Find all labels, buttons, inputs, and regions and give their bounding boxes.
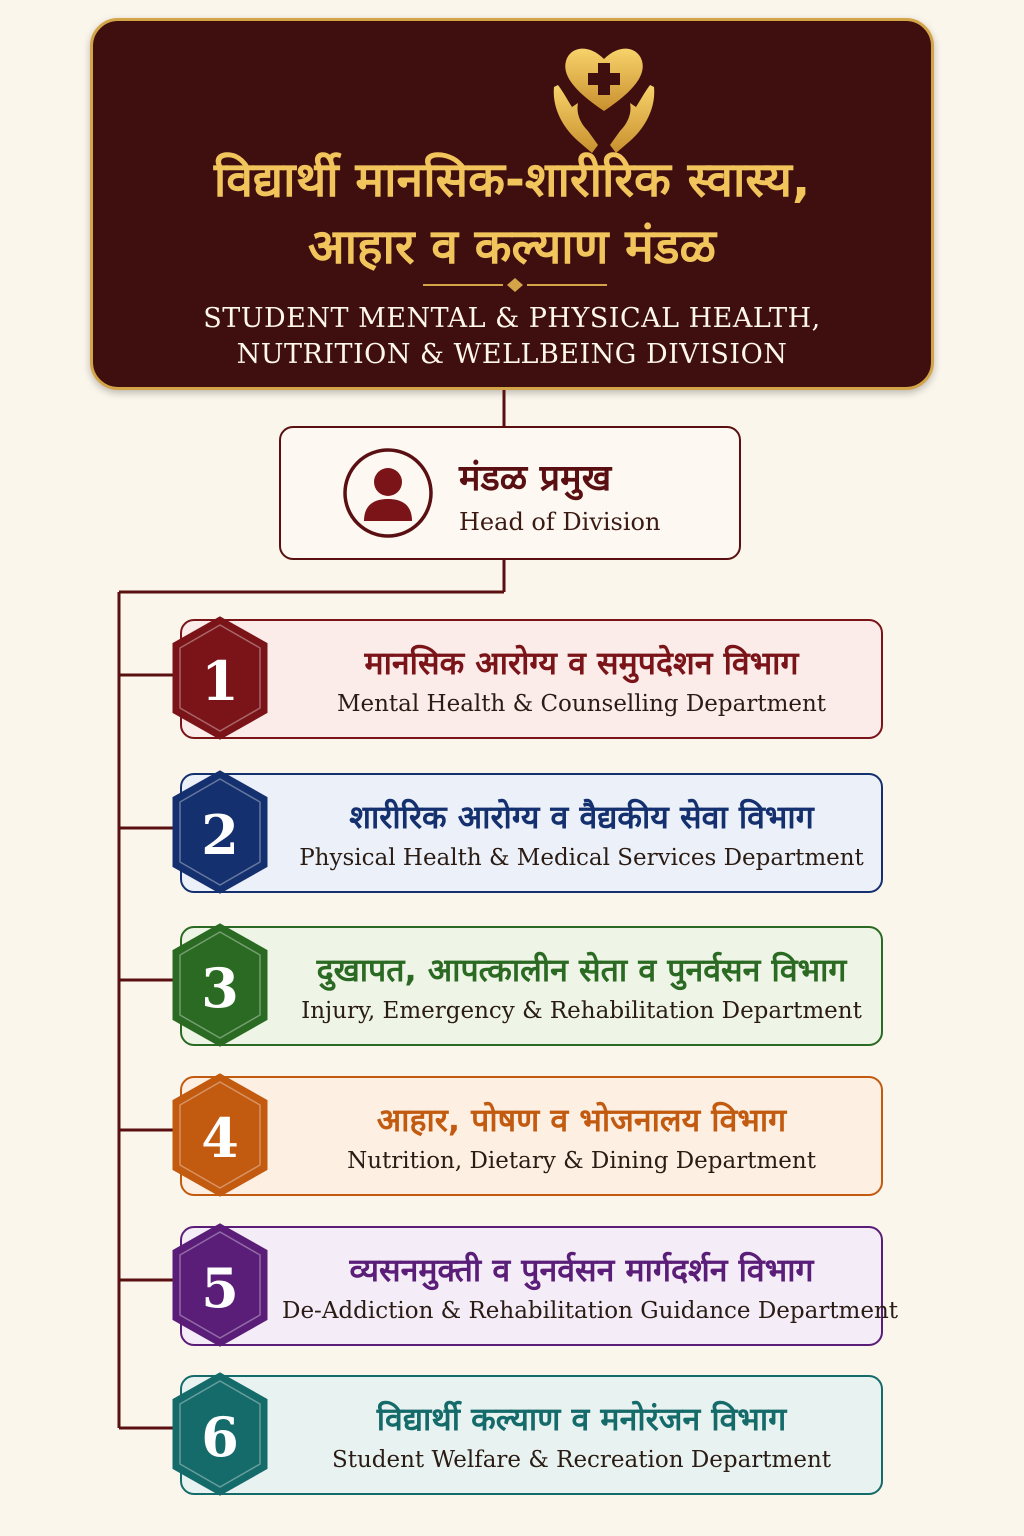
department-title-english: Physical Health & Medical Services Department [299, 845, 864, 871]
department-number: 5 [201, 1256, 239, 1320]
head-title-english: Head of Division [459, 508, 661, 536]
head-of-division-card [279, 426, 741, 560]
department-number: 3 [201, 956, 239, 1020]
department-number-badge [170, 616, 270, 740]
department-number-badge [170, 923, 270, 1047]
division-header [90, 18, 934, 390]
ornament-divider [423, 278, 607, 292]
department-card-2 [180, 773, 883, 893]
department-number: 4 [201, 1106, 239, 1170]
title-marathi-line1: विद्यार्थी मानसिक-शारीरिक स्वास्य, [213, 152, 811, 208]
department-title-marathi: आहार, पोषण व भोजनालय विभाग [376, 1101, 787, 1139]
subtitle-english-line1: STUDENT MENTAL & PHYSICAL HEALTH, [203, 303, 821, 334]
department-number: 1 [201, 649, 239, 713]
department-title-english: Nutrition, Dietary & Dining Department [347, 1148, 816, 1174]
department-title-marathi: व्यसनमुक्ती व पुनर्वसन मार्गदर्शन विभाग [349, 1251, 814, 1289]
subtitle-english-line2: NUTRITION & WELLBEING DIVISION [236, 339, 788, 370]
department-title-marathi: दुखापत, आपत्कालीन सेता व पुनर्वसन विभाग [316, 951, 847, 989]
department-card-1 [180, 619, 883, 739]
department-number-badge [170, 1073, 270, 1197]
department-number-badge [170, 770, 270, 894]
department-card-5 [180, 1226, 899, 1346]
department-number-badge [170, 1372, 270, 1496]
department-title-english: Injury, Emergency & Rehabilitation Department [301, 998, 862, 1024]
title-marathi-line2: आहार व कल्याण मंडळ [307, 219, 717, 275]
department-title-marathi: मानसिक आरोग्य व समुपदेशन विभाग [364, 644, 799, 682]
department-number: 2 [201, 803, 239, 867]
department-card-6 [180, 1375, 883, 1495]
department-title-english: Student Welfare & Recreation Department [331, 1447, 832, 1473]
department-card-3 [180, 926, 883, 1046]
department-number-badge [170, 1223, 270, 1347]
department-title-marathi: विद्यार्थी कल्याण व मनोरंजन विभाग [376, 1400, 787, 1438]
heart-cross-hands-icon [544, 37, 664, 161]
department-number: 6 [201, 1405, 239, 1469]
head-title-marathi: मंडळ प्रमुख [459, 458, 612, 499]
department-title-english: Mental Health & Counselling Department [336, 691, 827, 717]
department-title-english: De-Addiction & Rehabilitation Guidance Department [282, 1298, 899, 1324]
department-title-marathi: शारीरिक आरोग्य व वैद्यकीय सेवा विभाग [349, 798, 814, 836]
department-card-4 [180, 1076, 883, 1196]
person-avatar-icon [342, 447, 434, 539]
